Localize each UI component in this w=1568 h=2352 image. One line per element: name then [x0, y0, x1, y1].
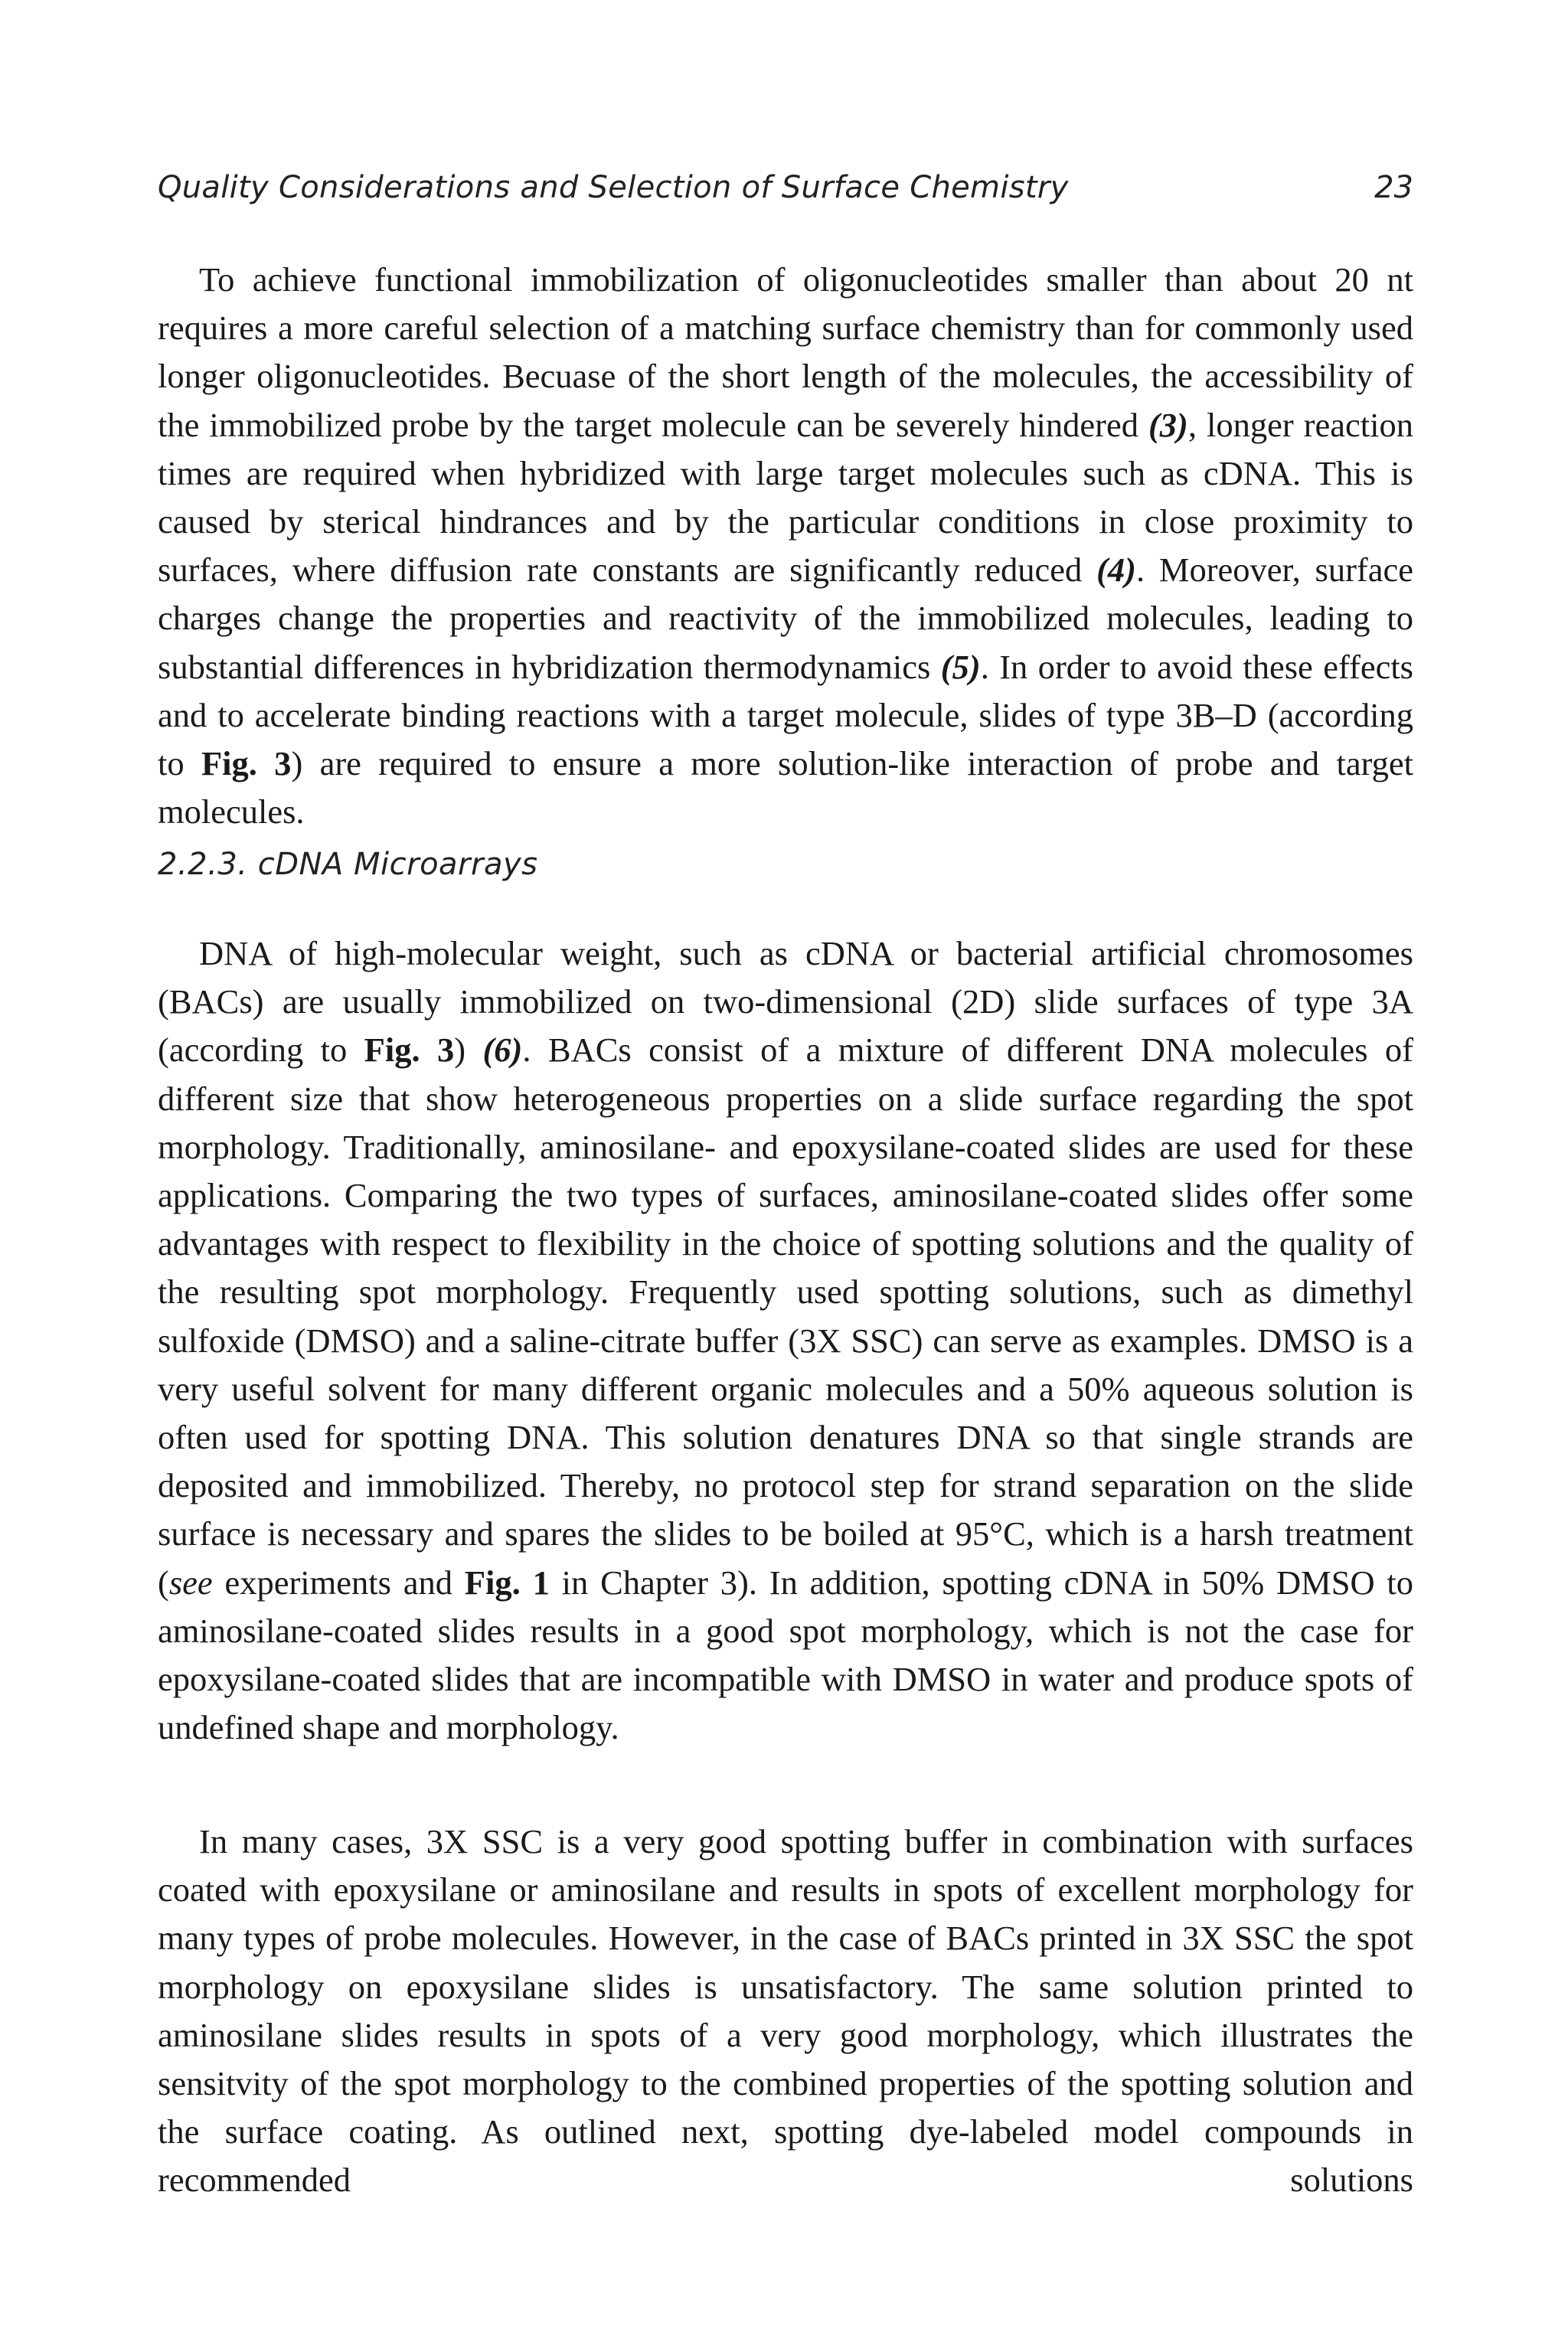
- text-run: in Chapter 3). In addition, spotting cDNA in 50% DMSO to aminosilane-coated slides results in a good spot morphology, which is not the case for epoxysilane-coated slides that are incompatible with DMSO in water and produce spots of undefined shape and morphology.: [158, 1563, 1414, 1747]
- paragraph-cdna-microarrays: [158, 929, 1413, 1752]
- text-run: To achieve functional immobilization of oligonucleotides smaller than about 20 nt requires a more careful selection of a matching surface chemistry than for commonly used longer oligonucleotides. Becuase of the short length of the molecules, the accessibility of the immobilized probe by the target molecule can be severely hindered: [158, 260, 1413, 444]
- see-ref: see: [168, 1563, 213, 1602]
- figure-ref: Fig. 3: [364, 1031, 455, 1070]
- paragraph-ssc-buffer: [158, 1818, 1413, 2205]
- citation-ref: (5): [940, 647, 981, 686]
- citation-ref: (4): [1096, 550, 1136, 590]
- figure-ref: Fig. 3: [201, 744, 292, 783]
- text-run: . Moreover, surface charges change the properties and reactivity of the immobilized molecules, leading to substantial differences in hybridization thermodynamics: [158, 550, 1414, 686]
- text-run: ) are required to ensure a more solution-like interaction of probe and target molecules.: [158, 744, 1413, 831]
- paragraph-text: [158, 256, 1413, 836]
- text-run: . In order to avoid these effects and to accelerate binding reactions with a target molecule, slides of type 3B–D (according to: [158, 647, 1413, 783]
- paragraph-text: [158, 1818, 1413, 2205]
- citation-ref: (6): [482, 1031, 523, 1070]
- paragraph-oligonucleotide-immobilization: [158, 256, 1413, 836]
- running-head-title: Quality Considerations and Selection of Surface Chemistry: [158, 170, 1069, 205]
- text-run: experiments and: [212, 1563, 465, 1602]
- text-run: In many cases, 3X SSC is a very good spotting buffer in combination with surfaces coated with epoxysilane or aminosilane and results in spots of excellent morphology for many types of probe molecules. However, in the case of BACs printed in 3X SSC the spot morphology on epoxysilane slides is unsatisfactory. The same solution printed to aminosilane slides results in spots of a very good morphology, which illustrates the sensitvity of the spot morphology to the combined properties of the spotting solution and the surface coating. As outlined next, spotting dye-labeled model compounds in recommended solutions: [158, 1822, 1413, 2200]
- text-run: ): [454, 1031, 483, 1070]
- section-heading: 2.2.3. cDNA Microarrays: [158, 847, 538, 882]
- running-head: [158, 170, 1413, 216]
- figure-ref: Fig. 1: [464, 1563, 550, 1602]
- text-run: DNA of high-molecular weight, such as cDNA or bacterial artificial chromosomes (BACs) are usually immobilized on two-dimensional (2D) slide surfaces of type 3A (according to: [158, 934, 1413, 1070]
- paragraph-text: [158, 929, 1413, 1752]
- citation-ref: (3): [1148, 405, 1188, 444]
- page-number: 23: [1374, 170, 1413, 205]
- text-run: . BACs consist of a mixture of different DNA molecules of different size that show heterogeneous properties on a slide surface regarding the spot morphology. Traditionally, aminosilane- and epoxysilane-coated slides are used for these applications. Comparing the two types of surfaces, aminosilane-coated slides offer some advantages with respect to flexibility in the choice of spotting solutions and the quality of the resulting spot morphology. Frequently used spotting solutions, such as dimethyl sulfoxide (DMSO) and a saline-citrate buffer (3X SSC) can serve as examples. DMSO is a very useful solvent for many different organic molecules and a 50% aqueous solution is often used for spotting DNA. This solution denatures DNA so that single strands are deposited and immobilized. Thereby, no protocol step for strand separation on the slide surface is necessary and spares the slides to be boiled at 95°C, which is a harsh treatment (: [158, 1031, 1414, 1602]
- text-run: , longer reaction times are required when hybridized with large target molecules such as cDNA. This is caused by sterical hindrances and by the particular conditions in close proximity to surfaces, where diffusion rate constants are significantly reduced: [158, 405, 1414, 590]
